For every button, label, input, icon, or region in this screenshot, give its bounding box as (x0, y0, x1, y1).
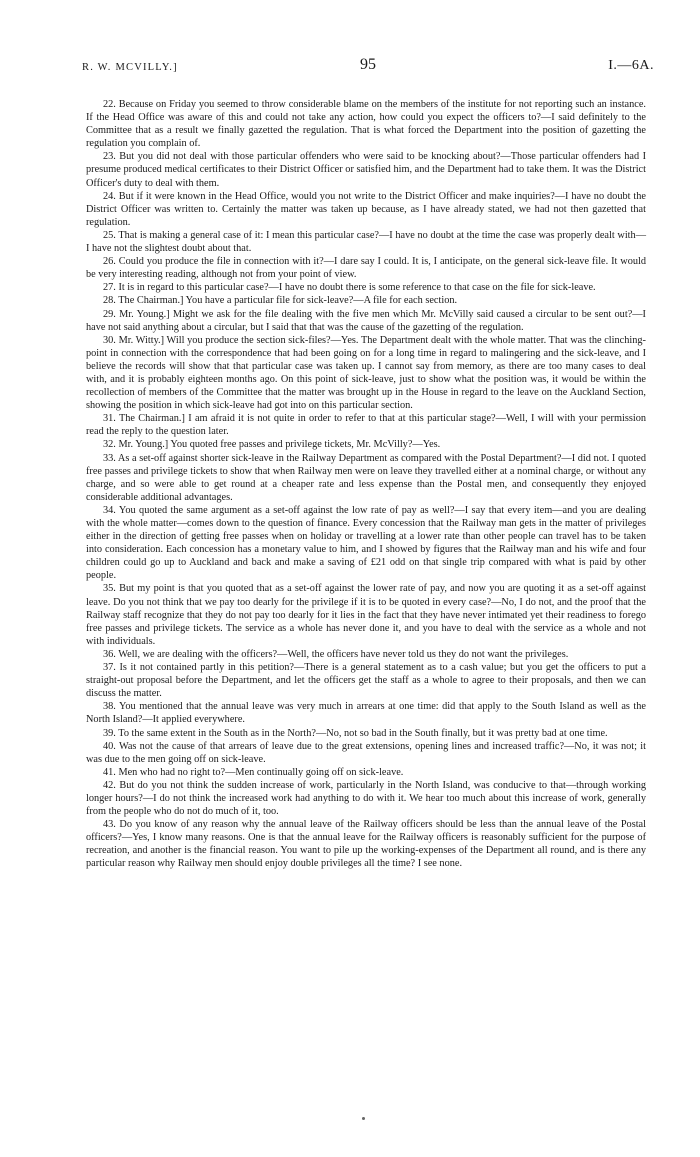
testimony-paragraph: 29. Mr. Young.] Might we ask for the file dealing with the five men which Mr. McVilly said caused a circular to be sent out?—I have not said anything about a circular, but I said that that was the cause of the gazetting of the regulation. (86, 308, 646, 333)
testimony-paragraph: 24. But if it were known in the Head Office, would you not write to the District Officer and make inquiries?—I have no doubt the District Officer was written to. Certainly the matter was taken up because, as I have already stated, we had not then gazetted that regulation. (86, 190, 646, 228)
testimony-paragraph: 39. To the same extent in the South as in the North?—No, not so bad in the South finally, but it was pretty bad at one time. (103, 727, 608, 739)
testimony-body (86, 98, 646, 871)
testimony-paragraph: 33. As a set-off against shorter sick-leave in the Railway Department as compared with the Postal Department?—I did not. I quoted free passes and privilege tickets to show that when Railway men were on leave they travelled either at a nominal charge, or without any charge, and so were able to get round at a cheaper rate and less expense than the Postal men, and consequently they enjoyed considerable additional advantages. (86, 452, 646, 503)
testimony-paragraph: 26. Could you produce the file in connection with it?—I dare say I could. It is, I anticipate, on the general sick-leave file. It would be very interesting reading, although not from your point of view. (86, 256, 646, 281)
testimony-paragraph: 27. It is in regard to this particular case?—I have no doubt there is some reference to that case on the file for sick-leave. (103, 282, 596, 294)
testimony-paragraph: 31. The Chairman.] I am afraid it is not quite in order to refer to that at this particular stage?—Well, I will with your permission read the reply to the question later. (86, 413, 646, 438)
header-paper-reference: I.—6A. (608, 58, 654, 73)
header-witness-name: R. W. MCVILLY.] (82, 62, 178, 73)
testimony-paragraph: 36. Well, we are dealing with the officers?—Well, the officers have never told us they do not want the privileges. (103, 648, 569, 660)
page-number: 95 (360, 56, 376, 73)
testimony-paragraph: 25. That is making a general case of it: I mean this particular case?—I have no doubt at the time the case was properly dealt with—I have not the slightest doubt about that. (86, 229, 646, 255)
testimony-paragraph: 37. Is it not contained partly in this petition?—There is a general statement as to a cash value; but you get the officers to put a straight-out proposal before the Department, and let the officers get the staff as a whole to agree to their proposals, and then we can discuss the matter. (86, 662, 646, 700)
testimony-paragraph: 40. Was not the cause of that arrears of leave due to the great extensions, opening lines and increased traffic?—No, it was not; it was due to the men going off on sick-leave. (86, 740, 646, 765)
running-header (82, 56, 654, 78)
testimony-paragraph: 28. The Chairman.] You have a particular file for sick-leave?—A file for each section. (103, 295, 458, 307)
testimony-paragraph: 43. Do you know of any reason why the annual leave of the Railway officers should be less than the annual leave of the Postal officers?—Yes, I know many reasons. One is that the annual leave for the Railway officers is reasonably sufficient for the purpose of recreation, and another is the financial reason. You want to pile up the working-expenses of the Department all round, and is there any particular reason why Railway men should enjoy double privileges all the time? I see none. (86, 819, 646, 870)
testimony-paragraph: 42. But do you not think the sudden increase of work, particularly in the North Island, was conducive to that—through working longer hours?—I do not think the increased work had anything to do with it. We hear too much about this increase of work, generally from the people who do not do much of it, too. (86, 779, 646, 818)
testimony-paragraph: 23. But you did not deal with those particular offenders who were said to be knocking about?—Those particular offenders had I presume produced medical certificates to their District Officer or satisfied him, and the Department had to take them. It was the District Officer's duty to deal with them. (86, 151, 646, 189)
testimony-paragraph: 38. You mentioned that the annual leave was very much in arrears at one time: did that apply to the South Island as well as the North Island?—It applied everywhere. (86, 701, 646, 726)
testimony-paragraph: 30. Mr. Witty.] Will you produce the section sick-files?—Yes. The Department dealt with the whole matter. That was the clinching-point in connection with the correspondence that had been going on for a long time in regard to malingering and the sick-leave, and I believe the records will show that that particular case was taken up. I cannot say from memory, as there are too many cases to deal with, and it is probably eighteen months ago. On this point of sick-leave, just to show what the position was, it would be within the recollection of members of the Committee that the matter was brought up in the House in regard to the leave on the Auckland Section, showing the position in which sick-leave had got into on this particular section. (86, 334, 646, 412)
testimony-paragraph: 41. Men who had no right to?—Men continually going off on sick-leave. (103, 766, 404, 778)
stray-ink-mark (362, 1117, 365, 1120)
testimony-paragraph: 32. Mr. Young.] You quoted free passes and privilege tickets, Mr. McVilly?—Yes. (103, 439, 441, 451)
testimony-paragraph: 34. You quoted the same argument as a set-off against the low rate of pay as well?—I say that every item—and you are dealing with the whole matter—comes down to the question of finance. Every concession that the Railway man gets in the matter of privileges either in the direction of getting free passes when on holiday or travelling at a lower rate than other people can travel has to be taken into consideration. Each concession has a monetary value to him, and I showed by figures that the Railway man and his wife and four children could go up to Auckland and back and make a saving of £21 odd on that single trip compared with what is paid by other people. (86, 504, 646, 582)
testimony-paragraph: 35. But my point is that you quoted that as a set-off against the lower rate of pay, and now you are quoting it as a set-off against leave. Do you not think that we pay too dearly for the privilege if it is to be quoted in every case?—No, I do not, and the proof that the Railway staff recognize that they do not pay too dearly for it lies in the fact that they have never intimated yet their readiness to forego free passes and privilege tickets. The service as a whole has never done it, and you have to deal with the service as a whole and not with individuals. (86, 583, 646, 647)
testimony-paragraph: 22. Because on Friday you seemed to throw considerable blame on the members of the institute for not reporting such an instance. If the Head Office was aware of this and could not take any action, how could you expect the officers to?—I said definitely to the Committee that as a result we finally gazetted the regulation. That is what forced the Department into the position of gazetting the regulation you complain of. (86, 99, 646, 150)
